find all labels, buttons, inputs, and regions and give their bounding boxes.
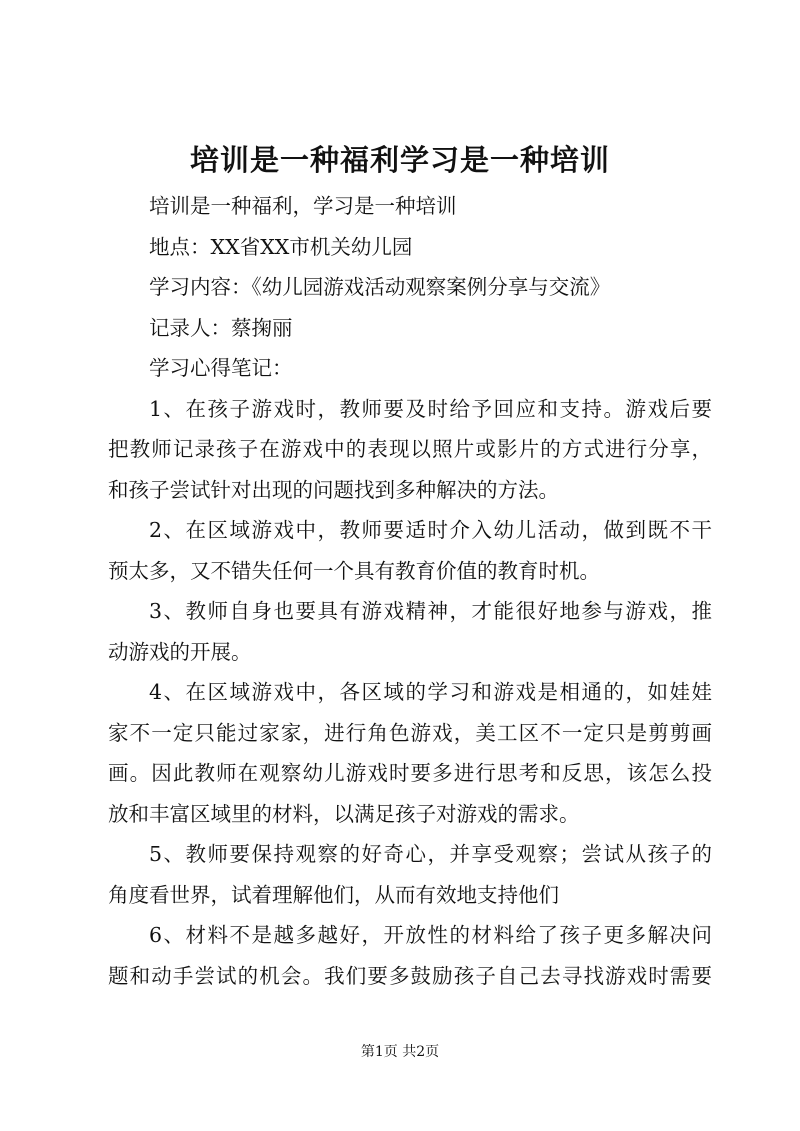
paragraph-line: 3、教师自身也要具有游戏精神，才能很好地参与游戏，推 xyxy=(149,599,712,623)
paragraph-line: 1、在孩子游戏时，教师要及时给予回应和支持。游戏后要 xyxy=(149,396,712,421)
paragraph-line: 放和丰富区域里的材料，以满足孩子对游戏的需求。 xyxy=(108,801,580,826)
paragraph-line: 和孩子尝试针对出现的问题找到多种解决的方法。 xyxy=(108,477,559,502)
paragraph-line: 家不一定只能过家家，进行角色游戏，美工区不一定只是剪剪画 xyxy=(108,720,712,745)
paragraph-line: 动游戏的开展。 xyxy=(108,639,252,664)
paragraph-5 xyxy=(108,834,712,915)
page-footer: 第1页 共2页 xyxy=(360,1044,440,1060)
notes-heading: 学习心得笔记： xyxy=(149,356,293,380)
study-content-line: 学习内容：《幼儿园游戏活动观察案例分享与交流》 xyxy=(149,275,611,299)
paragraph-line: 5、教师要保持观察的好奇心，并享受观察；尝试从孩子的 xyxy=(149,842,712,866)
paragraph-line: 4、在区域游戏中，各区域的学习和游戏是相通的，如娃娃 xyxy=(149,680,712,704)
paragraph-line: 题和动手尝试的机会。我们要多鼓励孩子自己去寻找游戏时需要 xyxy=(108,963,712,988)
intro-line: 培训是一种福利，学习是一种培训 xyxy=(149,194,457,218)
paragraph-line: 2、在区域游戏中，教师要适时介入幼儿活动，做到既不干 xyxy=(149,518,712,542)
paragraph-line: 把教师记录孩子在游戏中的表现以照片或影片的方式进行分享， xyxy=(108,437,712,461)
location-line: 地点：XX省XX市机关幼儿园 xyxy=(149,234,413,259)
paragraph-3 xyxy=(108,591,712,672)
paragraph-line: 画。因此教师在观察幼儿游戏时要多进行思考和反思，该怎么投 xyxy=(108,761,712,785)
paragraph-2 xyxy=(108,510,712,591)
paragraph-line: 6、材料不是越多越好，开放性的材料给了孩子更多解决问 xyxy=(149,923,712,947)
recorder-line: 记录人：蔡掬丽 xyxy=(149,315,293,340)
paragraph-line: 角度看世界，试着理解他们，从而有效地支持他们 xyxy=(108,882,559,907)
paragraph-4 xyxy=(108,672,712,834)
paragraph-1 xyxy=(108,389,712,511)
paragraph-6 xyxy=(108,915,712,996)
document-title: 培训是一种福利学习是一种培训 xyxy=(189,143,610,177)
paragraph-line: 预太多，又不错失任何一个具有教育价值的教育时机。 xyxy=(108,558,600,583)
document-body xyxy=(108,186,712,996)
